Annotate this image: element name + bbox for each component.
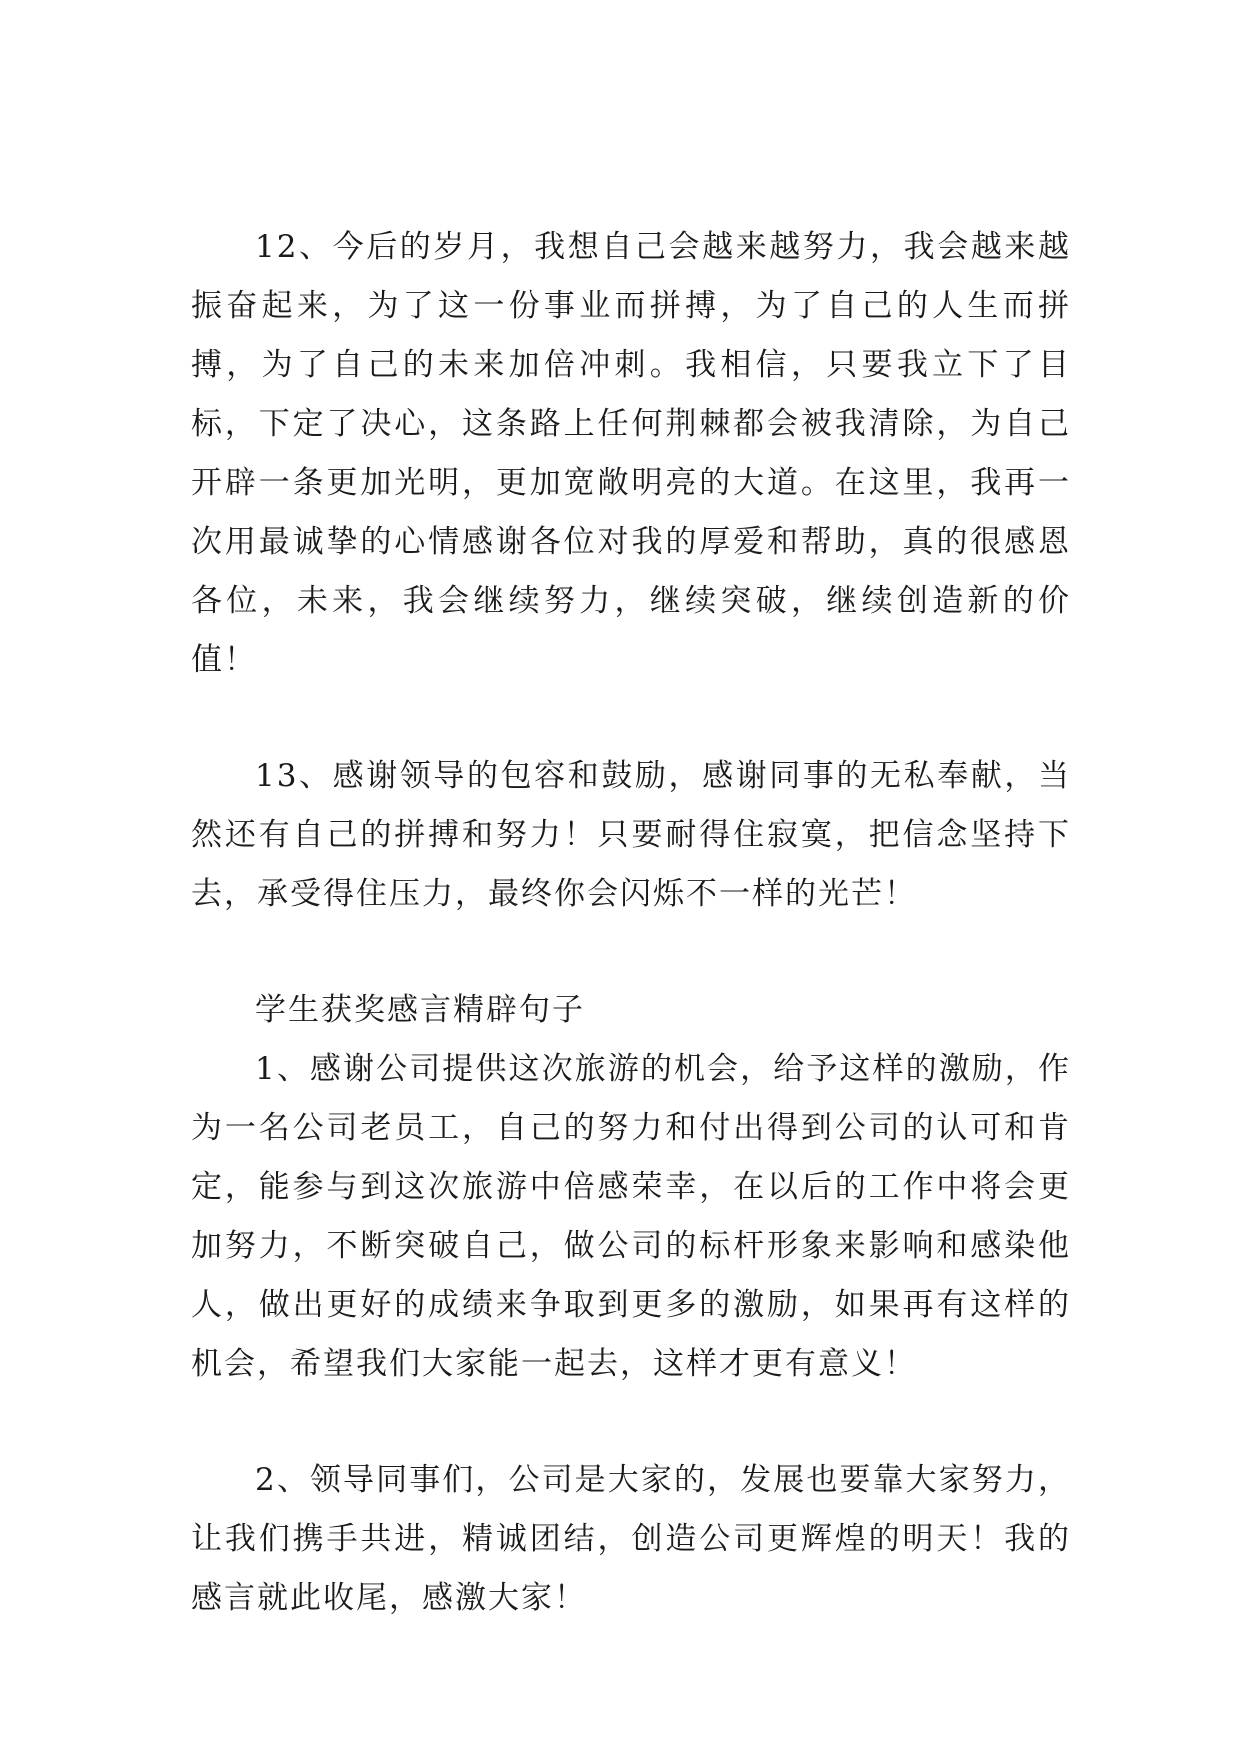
paragraph-2: 2、领导同事们，公司是大家的，发展也要靠大家努力，让我们携手共进，精诚团结，创造公司更辉煌的明天！我的感言就此收尾，感激大家！	[191, 1462, 1071, 1616]
paragraph-12: 12、今后的岁月，我想自己会越来越努力，我会越来越振奋起来，为了这一份事业而拼搏，为了自己的人生而拼搏，为了自己的未来加倍冲刺。我相信，只要我立下了目标，下定了决心，这条路上任何荆棘都会被我清除，为自己开辟一条更加光明，更加宽敞明亮的大道。在这里，我再一次用最诚挚的心情感谢各位对我的厚爱和帮助，真的很感恩各位，未来，我会继续努力，继续突破，继续创造新的价值！	[191, 229, 1071, 678]
paragraph-gap	[191, 1394, 1071, 1451]
paragraph-gap	[191, 924, 1071, 981]
document-body	[191, 218, 1071, 1628]
paragraph-gap	[191, 690, 1071, 747]
section-heading: 学生获奖感言精辟句子	[255, 992, 585, 1028]
paragraph-13: 13、感谢领导的包容和鼓励，感谢同事的无私奉献，当然还有自己的拼搏和努力！只要耐得住寂寞，把信念坚持下去，承受得住压力，最终你会闪烁不一样的光芒！	[191, 758, 1071, 912]
paragraph-1: 1、感谢公司提供这次旅游的机会，给予这样的激励，作为一名公司老员工，自己的努力和付出得到公司的认可和肯定，能参与到这次旅游中倍感荣幸，在以后的工作中将会更加努力，不断突破自己，做公司的标杆形象来影响和感染他人，做出更好的成绩来争取到更多的激励，如果再有这样的机会，希望我们大家能一起去，这样才更有意义！	[191, 1051, 1071, 1382]
